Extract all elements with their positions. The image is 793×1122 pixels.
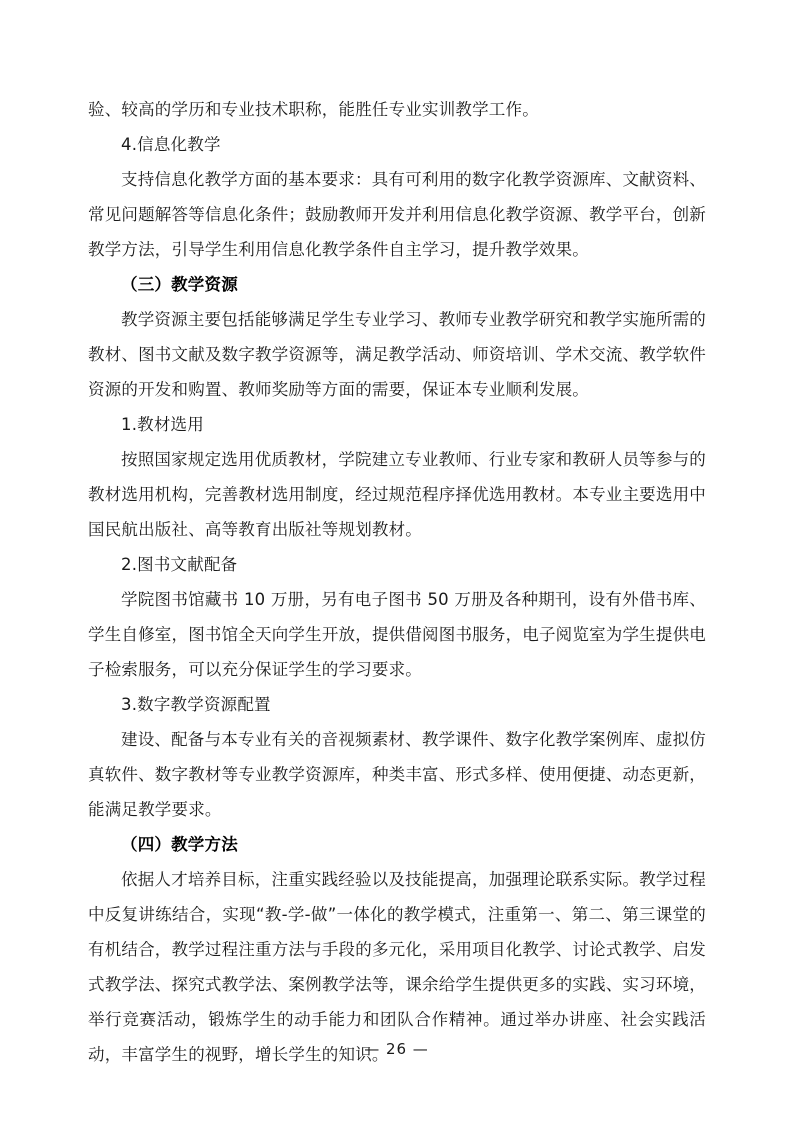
- paragraph-library-resources: 学院图书馆藏书 10 万册，另有电子图书 50 万册及各种期刊，设有外借书库、学生自修室，图书馆全天向学生开放，提供借阅图书服务，电子阅览室为学生提供电子检索服务，可以充分保证学生的学习要求。: [88, 590, 706, 679]
- subheading-digital-resources: 3.数字教学资源配置: [121, 695, 271, 714]
- page-body: [88, 92, 706, 1072]
- paragraph-continued: 验、较高的学历和专业技术职称，能胜任专业实训教学工作。: [88, 100, 539, 119]
- paragraph-digital-resources: 建设、配备与本专业有关的音视频素材、教学课件、数字化教学案例库、虚拟仿真软件、数字教材等专业教学资源库，种类丰富、形式多样、使用便捷、动态更新，能满足教学要求。: [88, 730, 706, 819]
- paragraph-teaching-methods: 依据人才培养目标，注重实践经验以及技能提高，加强理论联系实际。教学过程中反复讲练结合，实现“教-学-做”一体化的教学模式，注重第一、第二、第三课堂的有机结合，教学过程注重方法与手段的多元化，采用项目化教学、讨论式教学、启发式教学法、探究式教学法、案例教学法等，课余给学生提供更多的实践、实习环境，举行竞赛活动，锻炼学生的动手能力和团队合作精神。通过举办讲座、社会实践活动，丰富学生的视野，增长学生的知识。: [88, 870, 706, 1064]
- heading-teaching-resources: （三）教学资源: [121, 275, 238, 294]
- subheading-informatized-teaching: 4.信息化教学: [121, 135, 221, 154]
- paragraph-informatized-teaching: 支持信息化教学方面的基本要求：具有可利用的数字化教学资源库、文献资料、常见问题解答等信息化条件；鼓励教师开发并利用信息化教学资源、教学平台，创新教学方法，引导学生利用信息化教学条件自主学习，提升教学效果。: [88, 170, 706, 259]
- heading-teaching-methods: （四）教学方法: [121, 835, 238, 854]
- paragraph-textbook-selection: 按照国家规定选用优质教材，学院建立专业教师、行业专家和教研人员等参与的教材选用机构，完善教材选用制度，经过规范程序择优选用教材。本专业主要选用中国民航出版社、高等教育出版社等规划教材。: [88, 450, 706, 539]
- page-footer: — 26 —: [364, 1040, 429, 1058]
- paragraph-teaching-resources: 教学资源主要包括能够满足学生专业学习、教师专业教学研究和教学实施所需的教材、图书文献及数字教学资源等，满足教学活动、师资培训、学术交流、教学软件资源的开发和购置、教师奖励等方面的需要，保证本专业顺利发展。: [88, 310, 706, 399]
- subheading-library-resources: 2.图书文献配备: [121, 555, 238, 574]
- subheading-textbook-selection: 1.教材选用: [121, 415, 204, 434]
